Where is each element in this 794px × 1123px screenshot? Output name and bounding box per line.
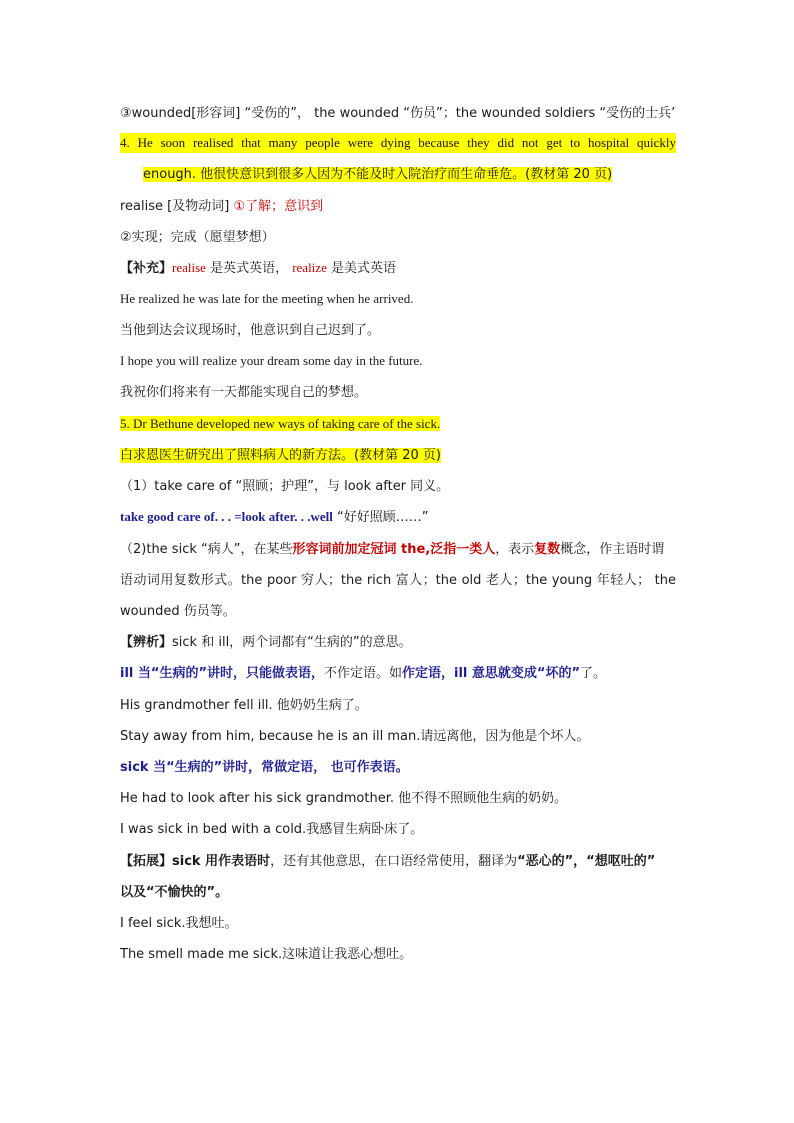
example-realized-en: He realized he was late for the meeting when he arrived. [120, 291, 414, 306]
sentence-5-en: 5. Dr Bethune developed new ways of taking care of the sick. [120, 416, 441, 431]
extension-note: 【拓展】sick 用作表语时，还有其他意思，在口语经常使用，翻译为“恶心的”，“想呕吐的” [120, 854, 656, 869]
the-sick-note-end: wounded 伤员等。 [120, 604, 236, 619]
example-feel-sick: I feel sick.我想吐。 [120, 916, 238, 931]
realise-definition: realise [及物动词] ①了解；意识到 [120, 199, 324, 214]
example-sick-in-bed: I was sick in bed with a cold.我感冒生病卧床了。 [120, 822, 424, 837]
sentence-4-en: 4. He soon realised that many people were dying because they did not get to hospital quickly [120, 133, 676, 153]
example-dream-cn: 我祝你们将来有一天都能实现自己的梦想。 [120, 385, 368, 400]
example-fell-ill: His grandmother fell ill. 他奶奶生病了。 [120, 698, 368, 713]
take-good-care-phrase: take good care of. . . =look after. . .well “好好照顾……” [120, 509, 429, 525]
sentence-4-cn: enough. 他很快意识到很多人因为不能及时入院治疗而生命垂危。(教材第 20 页) [143, 167, 613, 182]
wounded-adjective-note: ③wounded[形容词] “受伤的”， the wounded “伤员”；the wounded soldiers “受伤的士兵’ [120, 106, 676, 121]
example-realized-cn: 当他到达会议现场时，他意识到自己迟到了。 [120, 323, 381, 338]
realise-meaning-2: ②实现；完成（愿望梦想） [120, 230, 275, 245]
example-ill-man: Stay away from him, because he is an ill man.请远离他，因为他是个坏人。 [120, 729, 590, 744]
take-care-of-note: （1）take care of “照顾；护理”，与 look after 同义。 [120, 479, 450, 494]
supplement-note: 【补充】realise 是英式英语， realize 是美式英语 [120, 260, 396, 276]
ill-usage-note: ill 当“生病的”讲时，只能做表语，不作定语。如作定语，ill 意思就变成“坏的”了。 [120, 666, 606, 681]
sentence-5-cn: 白求恩医生研究出了照料病人的新方法。(教材第 20 页) [120, 448, 441, 463]
the-sick-note-cont: 语动词用复数形式。the poor 穷人；the rich 富人；the old 老人；the young 年轻人； the [120, 573, 676, 588]
the-sick-note: （2)the sick “病人”，在某些形容词前加定冠词 the,泛指一类人，表示复数概念，作主语时谓 [120, 542, 665, 557]
sick-usage-note: sick 当“生病的”讲时，常做定语， 也可作表语。 [120, 760, 409, 775]
extension-note-cont: 以及“不愉快的”。 [120, 885, 229, 900]
example-sick-grandmother: He had to look after his sick grandmother. 他不得不照顾他生病的奶奶。 [120, 791, 568, 806]
discrimination-note: 【辨析】sick 和 ill，两个词都有“生病的”的意思。 [120, 635, 412, 650]
example-dream-en: I hope you will realize your dream some day in the future. [120, 353, 423, 368]
example-smell-sick: The smell made me sick.这味道让我恶心想吐。 [120, 947, 413, 962]
